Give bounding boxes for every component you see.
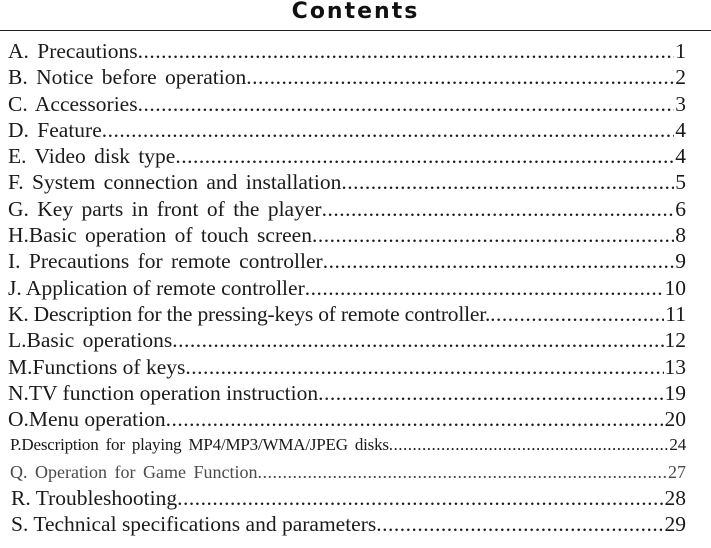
- toc-page-number: 24: [669, 435, 686, 455]
- dot-leader: [490, 301, 664, 327]
- toc-entry-o[interactable]: [8, 406, 686, 432]
- toc-entry-k[interactable]: [8, 301, 686, 327]
- toc-page-number: 13: [664, 354, 686, 379]
- toc-entry-label: O.Menu operation: [8, 407, 166, 432]
- toc-entry-label: L.Basic operations: [8, 328, 173, 353]
- toc-entry-label: D. Feature: [8, 117, 102, 142]
- toc-entry-q[interactable]: [8, 459, 686, 485]
- toc-entry-g[interactable]: [8, 196, 686, 222]
- toc-entry-p[interactable]: [8, 432, 686, 458]
- toc-entry-r[interactable]: [8, 485, 686, 511]
- toc-entry-label: K. Description for the pressing-keys of remote controller.: [8, 301, 491, 326]
- toc-page-number: 12: [664, 328, 686, 353]
- toc-entry-label: Q. Operation for Game Function: [10, 461, 258, 482]
- toc-entry-label: F. System connection and installation: [8, 170, 342, 195]
- toc-page-number: 8: [675, 223, 686, 248]
- toc-page-number: 9: [675, 249, 686, 274]
- toc-page-number: 5: [675, 170, 686, 195]
- dot-leader: [175, 143, 674, 169]
- page-title: Contents: [291, 0, 420, 24]
- toc-entry-label: M.Functions of keys: [8, 354, 186, 379]
- toc-entry-e[interactable]: [8, 143, 686, 169]
- toc-entry-label: H.Basic operation of touch screen: [8, 223, 312, 248]
- toc-entry-h[interactable]: [8, 222, 686, 248]
- dot-leader: [177, 485, 663, 511]
- toc-page-number: 20: [664, 407, 686, 432]
- toc-page-number: 28: [664, 486, 686, 511]
- dot-leader: [257, 459, 667, 485]
- toc-entry-d[interactable]: [8, 117, 686, 143]
- toc-entry-i[interactable]: [8, 248, 686, 274]
- toc-page-number: 27: [668, 461, 686, 482]
- toc-page-number: 3: [675, 91, 686, 116]
- toc-entry-label: G. Key parts in front of the player: [8, 196, 322, 221]
- dot-leader: [246, 64, 674, 90]
- dot-leader: [389, 432, 669, 458]
- toc-entry-s[interactable]: [8, 511, 686, 537]
- dot-leader: [376, 511, 663, 537]
- toc-entry-label: B. Notice before operation: [8, 65, 247, 90]
- toc-page-number: 4: [675, 144, 686, 169]
- toc-page-number: 11: [665, 301, 686, 326]
- toc-page-number: 29: [664, 512, 686, 537]
- dot-leader: [172, 327, 663, 353]
- toc-entry-n[interactable]: [8, 380, 686, 406]
- dot-leader: [318, 380, 663, 406]
- toc-entry-b[interactable]: [8, 64, 686, 90]
- toc-entry-label: C. Accessories: [8, 91, 138, 116]
- toc-page-number: 1: [675, 39, 686, 63]
- toc-entry-f[interactable]: [8, 169, 686, 195]
- dot-leader: [322, 196, 675, 222]
- dot-leader: [312, 222, 674, 248]
- dot-leader: [138, 91, 675, 117]
- toc-entry-label: P.Description for playing MP4/MP3/WMA/JPEG disks: [10, 435, 389, 455]
- toc-entry-label: E. Video disk type: [8, 144, 176, 169]
- toc-page-number: 19: [664, 380, 686, 405]
- dot-leader: [102, 117, 675, 143]
- toc-page-number: 6: [675, 196, 686, 221]
- toc-entry-label: N.TV function operation instruction: [8, 380, 319, 405]
- dot-leader: [305, 275, 664, 301]
- dot-leader: [341, 169, 674, 195]
- dot-leader: [185, 354, 663, 380]
- dot-leader: [138, 38, 675, 64]
- toc-entry-m[interactable]: [8, 354, 686, 380]
- toc-page-number: 2: [675, 65, 686, 90]
- title-divider: [0, 30, 711, 31]
- toc-page-number: 10: [664, 275, 686, 300]
- toc-page-number: 4: [675, 117, 686, 142]
- toc-entry-label: R. Troubleshooting: [11, 486, 178, 511]
- toc-entry-label: S. Technical specifications and parameters: [11, 512, 377, 537]
- table-of-contents: [8, 38, 686, 538]
- toc-entry-j[interactable]: [8, 275, 686, 301]
- toc-entry-label: J. Application of remote controller: [8, 275, 305, 300]
- toc-entry-l[interactable]: [8, 327, 686, 353]
- toc-entry-a[interactable]: [8, 38, 686, 64]
- dot-leader: [166, 406, 664, 432]
- toc-entry-label: A. Precautions: [8, 39, 138, 63]
- toc-entry-c[interactable]: [8, 91, 686, 117]
- dot-leader: [323, 248, 675, 274]
- toc-entry-label: I. Precautions for remote controller: [8, 249, 323, 274]
